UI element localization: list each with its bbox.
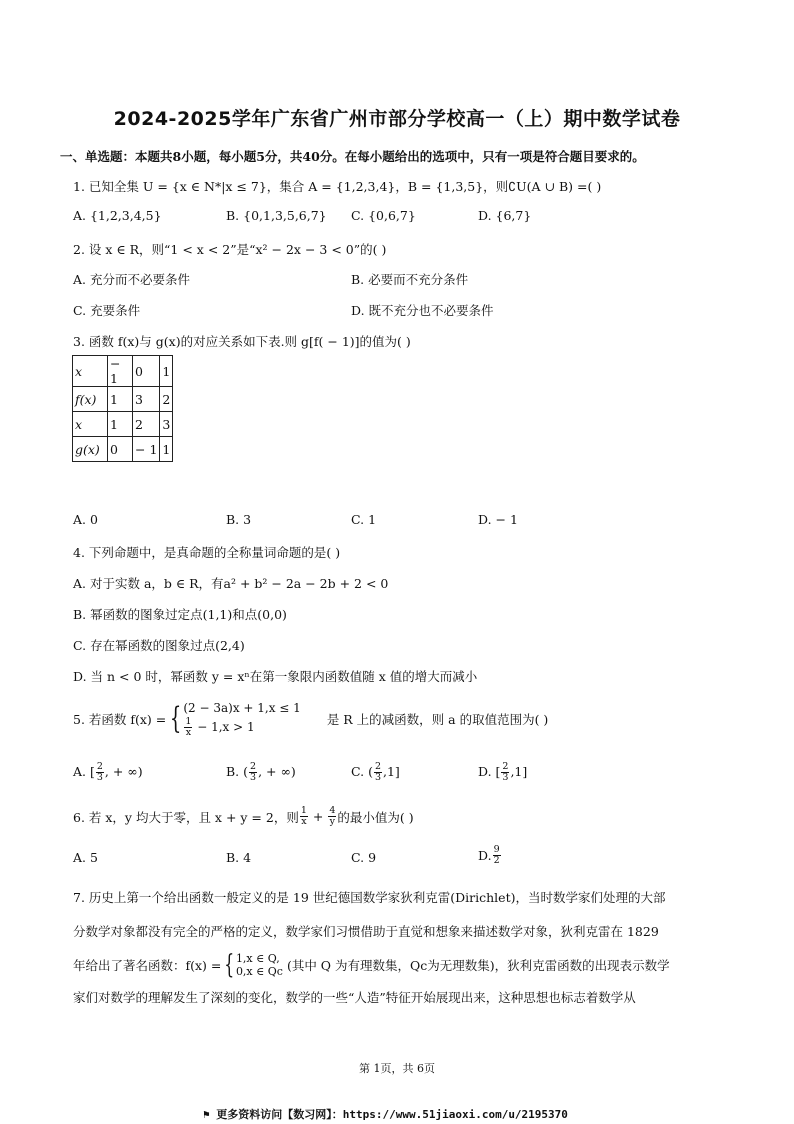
section-heading: 一、单选题：本题共8小题，每小题5分，共40分。在每小题给出的选项中，只有一项是符合题目要求的。 <box>60 149 645 164</box>
fraction-numerator: 4 <box>329 805 336 816</box>
piecewise-cases <box>183 700 300 738</box>
fraction-denominator: 3 <box>96 772 103 783</box>
fraction-numerator: 2 <box>374 761 381 772</box>
fraction-numerator: 1 <box>185 716 192 727</box>
exam-title: 2024-2025学年广东省广州市部分学校高一（上）期中数学试卷 <box>113 108 681 130</box>
question-6-stem <box>73 806 414 827</box>
table-row <box>73 437 173 462</box>
question-3-option-d: D. − 1 <box>478 512 518 527</box>
question-7-line-3-prefix: 年给出了著名函数：f(x) = <box>73 958 222 973</box>
question-2-option-d: D. 既不充分也不必要条件 <box>351 303 494 318</box>
table-cell: 2 <box>160 387 173 412</box>
question-4-option-a: A. 对于实数 a，b ∈ R，有a² + b² − 2a − 2b + 2 < 0 <box>73 576 389 591</box>
piecewise-cases <box>236 952 283 978</box>
option-rest: , + ∞) <box>258 764 296 779</box>
question-7-line-3-suffix: (其中 Q 为有理数集，Qc为无理数集)，狄利克雷函数的出现表示数学 <box>286 958 670 973</box>
question-5-option-d <box>478 762 527 783</box>
question-4-option-d: D. 当 n < 0 时，幂函数 y = xⁿ在第一象限内函数值随 x 值的增大而减小 <box>73 669 478 684</box>
question-2-stem: 2. 设 x ∈ R，则“1 < x < 2”是“x² − 2x − 3 < 0”的( ) <box>73 242 387 257</box>
question-7-line-1: 7. 历史上第一个给出函数一般定义的是 19 世纪德国数学家狄利克雷(Dirichlet)，当时数学家们处理的大部 <box>73 890 666 905</box>
question-3-option-c: C. 1 <box>351 512 377 527</box>
plus-sign: + <box>308 809 328 824</box>
question-3-option-a: A. 0 <box>73 512 98 527</box>
question-5-suffix: 是 R 上的减函数，则 a 的取值范围为( ) <box>326 712 549 727</box>
question-7-line-2: 分数学对象都没有完全的严格的定义，数学家们习惯借助于直觉和想象来描述数学对象，狄利克雷在 1829 <box>73 924 659 939</box>
question-5-option-c <box>351 762 400 783</box>
question-2-option-b: B. 必要而不充分条件 <box>351 272 469 287</box>
option-rest: ,1] <box>383 764 400 779</box>
question-5-stem <box>73 700 548 738</box>
option-rest: , + ∞) <box>104 764 143 779</box>
table-cell: 0 <box>133 356 160 387</box>
fraction-denominator: x <box>301 816 307 827</box>
option-label: D. [ <box>478 764 501 779</box>
question-3-stem: 3. 函数 f(x)与 g(x)的对应关系如下表.则 g[f( − 1)]的值为( ) <box>73 334 411 349</box>
table-row <box>73 356 173 387</box>
fraction <box>249 762 257 783</box>
fraction-numerator: 2 <box>502 761 509 772</box>
fraction-numerator: 9 <box>493 844 500 855</box>
fraction <box>328 806 336 827</box>
table-row <box>73 387 173 412</box>
question-2-option-a: A. 充分而不必要条件 <box>73 272 190 287</box>
table-cell: 3 <box>133 387 160 412</box>
fraction-numerator: 2 <box>96 761 103 772</box>
table-cell: x <box>73 412 108 437</box>
piecewise-function <box>166 700 301 738</box>
table-cell: g(x) <box>73 437 108 462</box>
piecewise-case-2-rest: − 1,x > 1 <box>193 720 255 734</box>
option-label: A. [ <box>73 764 95 779</box>
fraction-denominator: 3 <box>374 772 381 783</box>
question-1-option-c: C. {0,6,7} <box>351 208 416 223</box>
question-2-option-c: C. 充要条件 <box>73 303 141 318</box>
fraction-denominator: 2 <box>493 855 500 866</box>
option-label: C. ( <box>351 764 373 779</box>
banner-text[interactable]: 更多资料访问【数习网】：https://www.51jiaoxi.com/u/2195370 <box>216 1108 568 1121</box>
table-cell: x <box>73 356 108 387</box>
fraction-denominator: 3 <box>250 772 257 783</box>
fraction-denominator: x <box>185 727 192 738</box>
question-5-option-a <box>73 762 143 783</box>
brace-symbol: { <box>170 701 182 736</box>
table-cell: 1 <box>160 437 173 462</box>
download-banner[interactable] <box>203 1106 568 1122</box>
question-5-prefix: 5. 若函数 f(x) = <box>73 712 167 727</box>
page-footer: 第 1页，共 6页 <box>359 1062 435 1075</box>
table-cell: 1 <box>108 387 133 412</box>
fraction-numerator: 2 <box>250 761 257 772</box>
question-1-stem: 1. 已知全集 U = {x ∈ N*|x ≤ 7}，集合 A = {1,2,3,4}，B = {1,3,5}，则∁U(A ∪ B) =( ) <box>73 179 602 194</box>
option-label: B. ( <box>226 764 249 779</box>
question-6-option-b: B. 4 <box>226 850 252 865</box>
table-cell: − 1 <box>108 356 133 387</box>
question-1-option-a: A. {1,2,3,4,5} <box>73 208 162 223</box>
fraction <box>300 806 308 827</box>
fraction <box>374 762 382 783</box>
fraction <box>184 717 192 738</box>
table-cell: 1 <box>108 412 133 437</box>
fraction <box>493 845 501 866</box>
table-cell: − 1 <box>133 437 160 462</box>
function-table <box>72 355 173 462</box>
question-6-option-c: C. 9 <box>351 850 377 865</box>
question-3-option-b: B. 3 <box>226 512 252 527</box>
question-6-suffix: 的最小值为( ) <box>337 809 414 825</box>
fraction-denominator: y <box>329 816 336 827</box>
question-4-stem: 4. 下列命题中，是真命题的全称量词命题的是( ) <box>73 545 341 560</box>
table-cell: 2 <box>133 412 160 437</box>
question-6-prefix: 6. 若 x，y 均大于零，且 x + y = 2，则 <box>73 809 299 825</box>
question-1-option-d: D. {6,7} <box>478 208 532 223</box>
flag-icon: ⚑ <box>203 1108 210 1121</box>
question-1-option-b: B. {0,1,3,5,6,7} <box>226 208 327 223</box>
table-cell: 3 <box>160 412 173 437</box>
question-7-line-4: 家们对数学的理解发生了深刻的变化，数学的一些“人造”特征开始展现出来，这种思想也标志着数学从 <box>73 990 636 1005</box>
question-5-option-b <box>226 762 296 783</box>
fraction-denominator: 3 <box>502 772 509 783</box>
piecewise-case-2: 0,x ∈ Qc <box>235 965 283 978</box>
piecewise-case-1: 1,x ∈ Q, <box>235 952 280 965</box>
table-cell: 0 <box>108 437 133 462</box>
fraction <box>96 762 104 783</box>
table-row <box>73 412 173 437</box>
question-7-line-3 <box>73 952 670 978</box>
brace-symbol: { <box>224 950 235 980</box>
fraction <box>501 762 509 783</box>
fraction-numerator: 1 <box>300 805 307 816</box>
question-6-option-a: A. 5 <box>73 850 98 865</box>
option-label: D. <box>478 848 492 863</box>
question-4-option-c: C. 存在幂函数的图象过点(2,4) <box>73 638 245 653</box>
piecewise-case-2 <box>183 717 300 738</box>
piecewise-function <box>221 952 283 978</box>
question-6-option-d <box>478 845 502 866</box>
option-rest: ,1] <box>510 764 528 779</box>
table-cell: f(x) <box>73 387 108 412</box>
question-4-option-b: B. 幂函数的图象过定点(1,1)和点(0,0) <box>73 607 287 622</box>
piecewise-case-1: (2 − 3a)x + 1,x ≤ 1 <box>183 701 301 715</box>
table-cell: 1 <box>160 356 173 387</box>
